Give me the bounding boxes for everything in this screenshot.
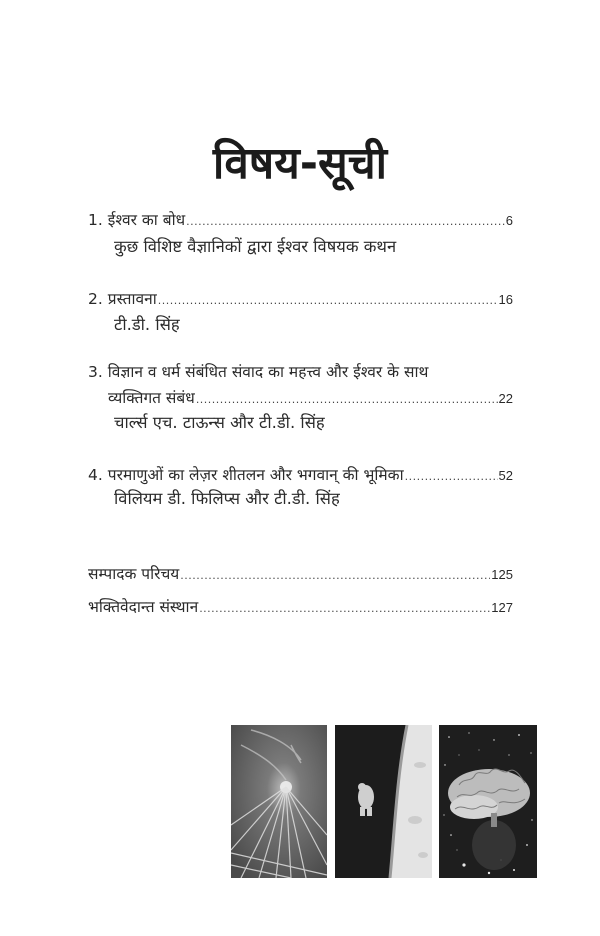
page-title: विषय-सूची [212, 138, 388, 189]
toc-appendix-institute[interactable] [88, 596, 513, 620]
toc-entry-number: 2. [88, 290, 103, 308]
toc-entry-number: 3. [88, 363, 103, 381]
dot-leader [199, 598, 490, 620]
toc-entry-subtitle: विलियम डी. फिलिप्स और टी.डी. सिंह [114, 489, 340, 508]
toc-entry-title-continued: व्यक्तिगत संबंध [108, 389, 195, 407]
hand-light-rays-image [231, 725, 327, 878]
brain-space-image [439, 725, 537, 878]
toc-entry-4[interactable] [88, 464, 513, 488]
toc-entry-title: भक्तिवेदान्त संस्थान [88, 598, 199, 616]
toc-page-number: 22 [498, 391, 513, 406]
toc-entry-subtitle: कुछ विशिष्ट वैज्ञानिकों द्वारा ईश्वर विषयक कथन [114, 237, 397, 256]
toc-page-number: 127 [491, 600, 513, 615]
image-strip [231, 725, 537, 878]
toc-entry-title: प्रस्तावना [107, 290, 157, 308]
toc-entry-2[interactable] [88, 288, 513, 312]
toc-appendix-editor[interactable] [88, 563, 513, 587]
astronaut-earth-image [335, 725, 432, 878]
toc-entry-subtitle: चार्ल्स एच. टाऊन्स और टी.डी. सिंह [114, 413, 325, 432]
dot-leader [180, 565, 490, 587]
toc-page-number: 125 [491, 567, 513, 582]
toc-entry-title: विज्ञान व धर्म संबंधित संवाद का महत्त्व और ईश्वर के साथ [107, 363, 429, 381]
dot-leader [158, 290, 498, 312]
toc-entry-3-continued[interactable] [108, 387, 513, 411]
toc-entry-title: परमाणुओं का लेज़र शीतलन और भगवान् की भूमिका [107, 466, 404, 484]
toc-page-number: 6 [505, 213, 513, 228]
toc-entry-subtitle: टी.डी. सिंह [114, 315, 180, 334]
dot-leader [186, 211, 505, 233]
dot-leader [196, 389, 498, 411]
toc-entry-number: 1. [88, 211, 103, 229]
toc-page-number: 52 [498, 468, 513, 483]
toc-entry-1[interactable] [88, 209, 513, 233]
dot-leader [405, 466, 498, 488]
toc-page-number: 16 [498, 292, 513, 307]
toc-entry-title: ईश्वर का बोध [107, 211, 186, 229]
toc-entry-3[interactable] [88, 361, 513, 383]
toc-entry-number: 4. [88, 466, 103, 484]
toc-entry-title: सम्पादक परिचय [88, 565, 180, 583]
